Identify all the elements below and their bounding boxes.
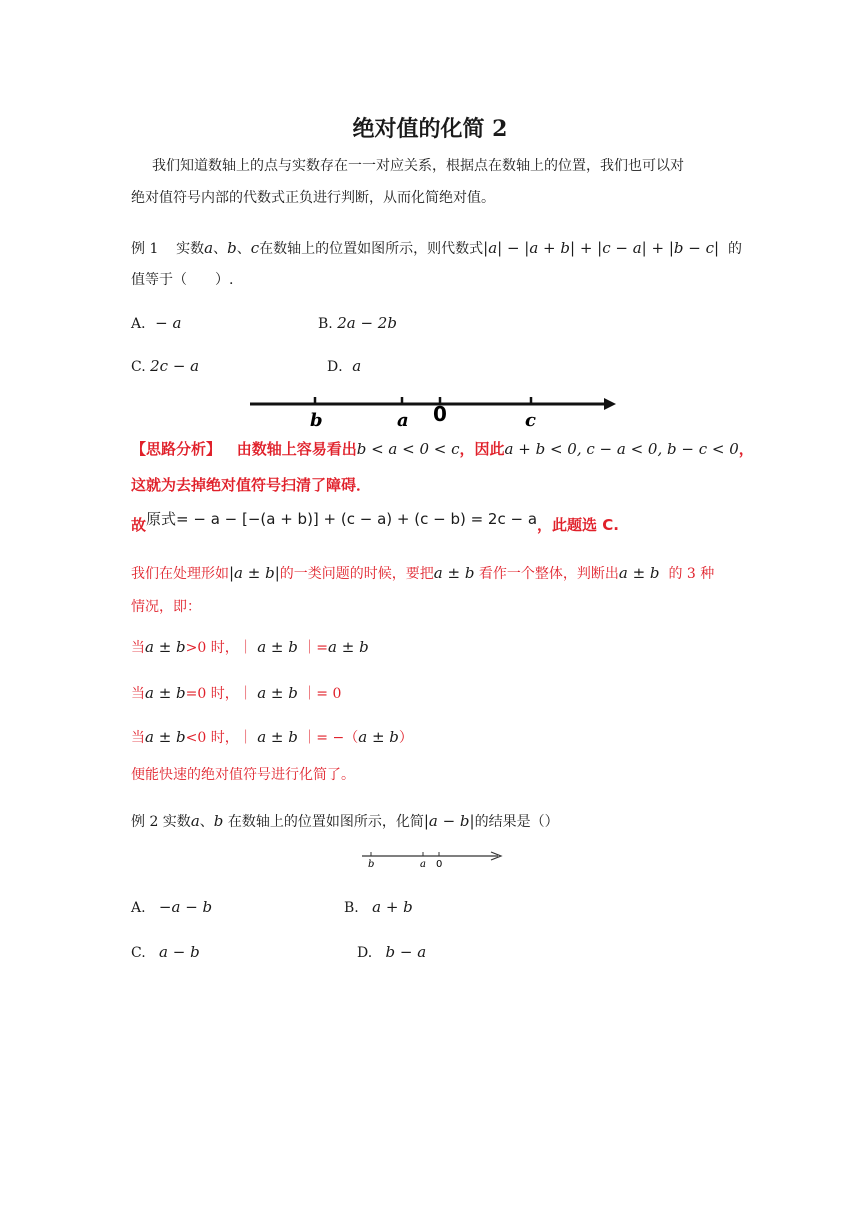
explain-closing: 便能快速的绝对值符号进行化简了。 bbox=[131, 767, 355, 783]
example2-option-b bbox=[344, 897, 413, 918]
example1-option-d bbox=[327, 356, 361, 377]
example2-prefix: 例 2 实数 bbox=[131, 814, 191, 830]
example1-sep1: 、 bbox=[213, 241, 228, 257]
example1-prefix: 实数 bbox=[176, 241, 205, 257]
explain-abs-expr: |a ± b| bbox=[229, 564, 280, 582]
example2-question bbox=[131, 811, 559, 832]
label-0: 0 bbox=[436, 859, 443, 870]
case-result: a ± b bbox=[328, 638, 369, 656]
case-dang: 当 bbox=[131, 730, 145, 746]
case-result: a ± b bbox=[358, 728, 399, 746]
example1-number-line bbox=[248, 388, 618, 432]
analysis-text1: 由数轴上容易看出 bbox=[236, 440, 357, 458]
intro-line-2: 绝对值符号内部的代数式正负进行判断，从而化简绝对值。 bbox=[131, 190, 495, 206]
example1-sep2: 、 bbox=[236, 241, 251, 257]
label-a: a bbox=[420, 859, 426, 870]
example1-option-c bbox=[131, 356, 199, 377]
option-value: −a − b bbox=[158, 898, 213, 916]
example2-suffix: 的结果是（） bbox=[474, 814, 559, 830]
case-inner: a ± b bbox=[257, 684, 298, 702]
example1-var-a: a bbox=[204, 239, 214, 257]
example2-number-line bbox=[360, 848, 508, 872]
example2-var-a: a bbox=[190, 812, 200, 830]
analysis-conclusion: ，此题选 C. bbox=[537, 516, 619, 534]
label-c: c bbox=[525, 410, 536, 431]
option-key: A. bbox=[131, 900, 146, 916]
example1-option-b bbox=[318, 313, 397, 334]
axis-arrow-icon bbox=[604, 398, 616, 410]
explain-expr1: a ± b bbox=[433, 564, 475, 582]
intro-line-1: 我们知道数轴上的点与实数存在一一对应关系，根据点在数轴上的位置，我们也可以对 bbox=[152, 158, 684, 174]
example1-line2: 值等于（ ）. bbox=[131, 272, 234, 288]
analysis-ineq1: b < a < 0 < c bbox=[356, 440, 460, 458]
option-key: D. bbox=[357, 945, 373, 961]
explain-p1b: 的一类问题的时候，要把 bbox=[279, 566, 434, 582]
analysis-text3: ， bbox=[738, 440, 754, 458]
label-a: a bbox=[397, 410, 409, 431]
case-cond: >0 时，｜ bbox=[185, 640, 253, 656]
example1-suffix: 的 bbox=[727, 241, 742, 257]
case-rel: ｜= bbox=[302, 640, 329, 656]
explain-line-2: 情况，即： bbox=[131, 599, 201, 615]
option-value: 2a − 2b bbox=[337, 314, 397, 332]
analysis-tag: 【思路分析】 bbox=[131, 440, 222, 458]
case-dang: 当 bbox=[131, 686, 145, 702]
analysis-line-3 bbox=[131, 510, 619, 535]
case-cond: =0 时，｜ bbox=[185, 686, 253, 702]
case-negative bbox=[131, 727, 413, 748]
option-key: C. bbox=[131, 945, 146, 961]
explain-line-1 bbox=[131, 563, 714, 584]
example1-expression: |a| − |a + b| + |c − a| + |b − c| bbox=[483, 239, 720, 257]
analysis-line-1 bbox=[131, 438, 754, 459]
option-value: a bbox=[352, 357, 362, 375]
example1-option-a bbox=[131, 313, 181, 334]
explain-expr2: a ± b bbox=[618, 564, 660, 582]
analysis-formula: 原式= − a − [−(a + b)] + (c − a) + (c − b) = 2c − a bbox=[146, 510, 538, 528]
case-positive bbox=[131, 637, 369, 658]
case-expr: a ± b bbox=[145, 638, 186, 656]
example1-question bbox=[131, 238, 742, 259]
option-value: a + b bbox=[372, 898, 413, 916]
case-tail: ） bbox=[398, 730, 413, 746]
example1-var-c: c bbox=[250, 239, 260, 257]
example2-var-b: b bbox=[213, 812, 224, 830]
case-rel: ｜= 0 bbox=[302, 686, 342, 702]
case-inner: a ± b bbox=[257, 638, 298, 656]
analysis-ineq2: a + b < 0, c − a < 0, b − c < 0 bbox=[504, 440, 739, 458]
case-zero bbox=[131, 683, 341, 704]
example2-option-d bbox=[357, 942, 426, 963]
option-key: B. bbox=[318, 316, 333, 332]
analysis-line-2: 这就为去掉绝对值符号扫清了障碍． bbox=[131, 476, 372, 494]
option-key: B. bbox=[344, 900, 359, 916]
example2-abs-expr: |a − b| bbox=[423, 812, 475, 830]
label-b: b bbox=[310, 410, 323, 431]
label-0: 0 bbox=[433, 402, 447, 426]
label-b: b bbox=[368, 859, 375, 870]
option-key: A． bbox=[131, 316, 156, 332]
option-value: − a bbox=[155, 314, 182, 332]
option-value: 2c − a bbox=[150, 357, 200, 375]
case-rel: ｜= −（ bbox=[302, 730, 359, 746]
explain-p1a: 我们在处理形如 bbox=[131, 566, 229, 582]
case-inner: a ± b bbox=[257, 728, 298, 746]
option-key: C. bbox=[131, 359, 146, 375]
case-expr: a ± b bbox=[145, 684, 186, 702]
example1-label: 例 1 bbox=[131, 241, 159, 257]
page-title: 绝对值的化简 2 bbox=[352, 116, 508, 142]
explain-p1c: 看作一个整体，判断出 bbox=[478, 566, 619, 582]
analysis-gu: 故 bbox=[131, 516, 147, 534]
explain-p1d: 的 3 种 bbox=[668, 566, 715, 582]
example2-option-c bbox=[131, 942, 200, 963]
case-cond: <0 时，｜ bbox=[185, 730, 253, 746]
example2-sep: 、 bbox=[199, 814, 214, 830]
example2-middle: 在数轴上的位置如图所示，化简 bbox=[227, 814, 424, 830]
option-value: a − b bbox=[159, 943, 200, 961]
option-key: D． bbox=[327, 359, 353, 375]
analysis-text2: ，因此 bbox=[459, 440, 505, 458]
case-expr: a ± b bbox=[145, 728, 186, 746]
option-value: b − a bbox=[385, 943, 427, 961]
example1-var-b: b bbox=[227, 239, 237, 257]
example1-middle: 在数轴上的位置如图所示，则代数式 bbox=[259, 241, 484, 257]
example2-option-a bbox=[131, 897, 212, 918]
case-dang: 当 bbox=[131, 640, 145, 656]
